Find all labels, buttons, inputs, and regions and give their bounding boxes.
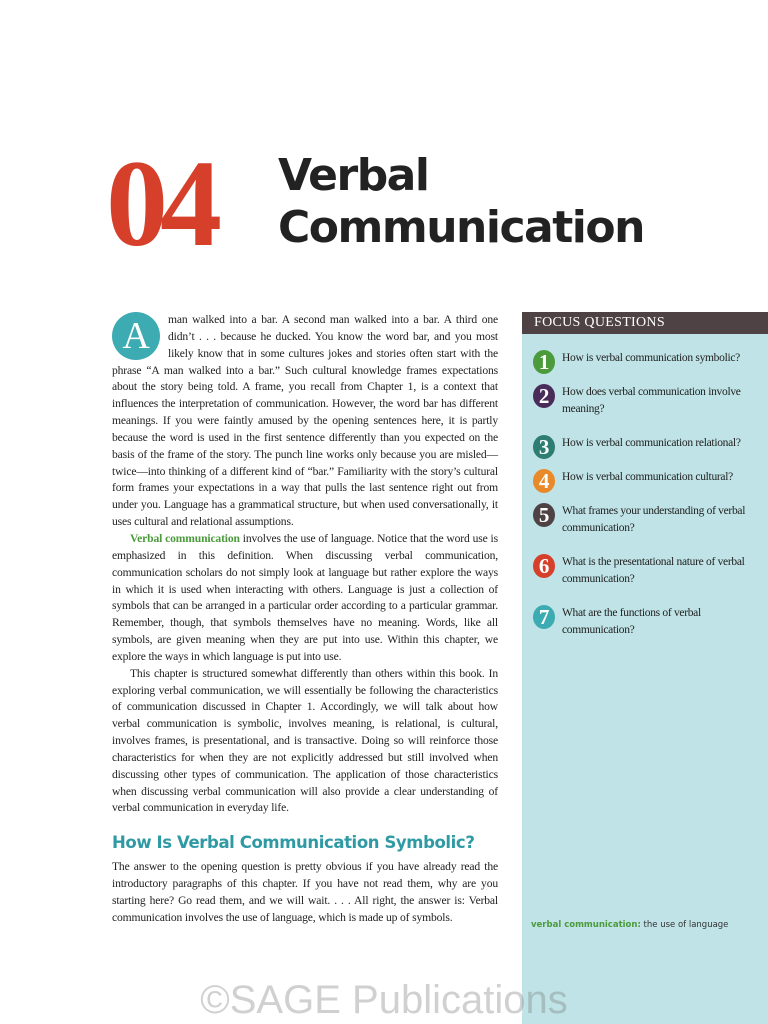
number-badge-2: 2 — [533, 384, 555, 408]
focus-question-4 — [533, 469, 761, 493]
number-badge-7: 7 — [533, 605, 555, 629]
number-badge-4: 4 — [533, 469, 555, 493]
glossary-note — [531, 918, 751, 932]
section-heading: How Is Verbal Communication Symbolic? — [112, 833, 475, 853]
focus-question-5 — [533, 503, 761, 537]
focus-question-text: How is verbal communication cultural? — [562, 471, 733, 483]
focus-question-2 — [533, 384, 761, 418]
structure-paragraph: This chapter is structured somewhat differently than others within this book. In exploring verbal communication, we will essentially be following the characteristics of communication discussed in Chapter 1. Accordingly, we will talk about how verbal communication is symbolic, involves meaning, is relational, is cultural, involves frames, is presentational, and is transactive. Doing so will reinforce those characteristics for when they are not explicitly addressed but still involved when discussing other types of communication. The application of those characteristics when discussing verbal communication will also provide a clear understanding of verbal communication in everyday life. — [112, 666, 498, 815]
key-term-verbal-communication: Verbal communication — [130, 531, 240, 545]
focus-question-3 — [533, 435, 761, 459]
main-text-column — [112, 312, 498, 927]
publisher-watermark: ©SAGE Publications — [200, 978, 568, 1022]
dropcap-letter: A — [112, 312, 160, 360]
number-badge-3: 3 — [533, 435, 555, 459]
section-paragraph: The answer to the opening question is pretty obvious if you have already read the introductory paragraphs of this chapter. If you have not read them, why are you starting here? Go read them, and we will wait. . . . All right, the answer is: Verbal communication involves the use of language, which is made up of symbols. — [112, 860, 498, 924]
focus-question-7 — [533, 605, 761, 639]
focus-questions-header: FOCUS QUESTIONS — [522, 312, 768, 334]
focus-question-text: What frames your understanding of verbal communication? — [562, 505, 746, 534]
glossary-term: verbal communication: — [531, 920, 641, 930]
chapter-title-line-2: Communication — [278, 202, 644, 253]
intro-paragraph-text: man walked into a bar. A second man walked into a bar. A third one didn’t . . . because he ducked. You know the word bar, and you most likely know that in some cultures jokes and stories often start with the phrase “A man walked into a bar.” Such cultural knowledge frames expectations about the story being told. A frame, you recall from Chapter 1, is a context that influences the interpretation of communication. However, the word bar has different meanings. If you were faintly amused by the opening sentences here, it is partly because the word is used in the first sentence differently than you expected on the basis of the frame of the story. The punch line works only because you are misled—twice—into thinking of a different kind of “bar.” Familiarity with the story’s cultural form frames your expectations in a way that pulls the last sentence right out from under you. Language has a grammatical structure, but when used conversationally, it uses cultural and relational assumptions. — [112, 313, 498, 529]
chapter-number: 04 — [106, 135, 214, 272]
focus-question-6 — [533, 554, 761, 588]
focus-question-text: What are the functions of verbal communication? — [562, 607, 701, 636]
definition-paragraph-text: involves the use of language. Notice that the word use is emphasized in this definition. When discussing verbal communication, communication scholars do not simply look at language but rather explore the ways in which it is used when interacting with others. Language is just a collection of symbols that can be arranged in a particular order according to a particular grammar. Remember, though, that symbols themselves have no meaning. Words, like all symbols, are given meaning when they are put into use. Within this chapter, we explore the ways in which language is put into use. — [112, 531, 498, 663]
focus-question-text: How does verbal communication involve meaning? — [562, 386, 741, 415]
intro-paragraph — [112, 312, 498, 531]
focus-questions-list — [533, 350, 761, 639]
number-badge-1: 1 — [533, 350, 555, 374]
number-badge-5: 5 — [533, 503, 555, 527]
chapter-title — [278, 150, 644, 254]
focus-question-text: How is verbal communication symbolic? — [562, 352, 740, 364]
number-badge-6: 6 — [533, 554, 555, 578]
focus-question-text: What is the presentational nature of verbal communication? — [562, 556, 745, 585]
glossary-definition: the use of language — [640, 920, 729, 930]
definition-paragraph — [112, 531, 498, 666]
chapter-title-line-1: Verbal — [278, 150, 429, 201]
focus-question-1 — [533, 350, 761, 374]
focus-question-text: How is verbal communication relational? — [562, 437, 741, 449]
